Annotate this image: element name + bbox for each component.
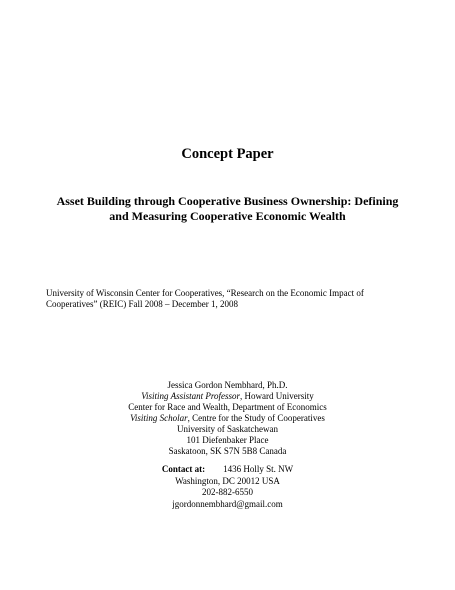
author-role-1-title: Visiting Assistant Professor bbox=[141, 391, 241, 401]
author-role-2 bbox=[0, 413, 455, 424]
project-info-line-2: Cooperatives” (REIC) Fall 2008 – December 1, 2008 bbox=[46, 299, 238, 309]
author-address-line-2: Saskatoon, SK S7N 5B8 Canada bbox=[168, 446, 287, 456]
author-role-2-org: , Centre for the Study of Cooperatives bbox=[187, 413, 325, 423]
author-role-2-title: Visiting Scholar bbox=[130, 413, 188, 423]
author-role-1-org: , Howard University bbox=[240, 391, 314, 401]
contact-street: 1436 Holly St. NW bbox=[223, 464, 294, 474]
document-type: Concept Paper bbox=[181, 146, 274, 162]
paper-title-line-1: Asset Building through Cooperative Business Ownership: Defining bbox=[56, 194, 399, 208]
project-info bbox=[46, 288, 416, 310]
contact-email: jgordonnembhard@gmail.com bbox=[172, 498, 283, 509]
author-role-1 bbox=[0, 391, 455, 402]
author-role-2-university: University of Saskatchewan bbox=[177, 424, 278, 434]
contact-phone: 202-882-6550 bbox=[202, 487, 253, 497]
contact-label: Contact at: bbox=[161, 464, 206, 474]
contact-street-line bbox=[0, 464, 455, 476]
paper-title bbox=[20, 194, 435, 224]
author-name: Jessica Gordon Nembhard, Ph.D. bbox=[167, 380, 288, 390]
author-block bbox=[0, 380, 455, 457]
author-address-line-1: 101 Diefenbaker Place bbox=[186, 435, 269, 445]
contact-city: Washington, DC 20012 USA bbox=[175, 475, 280, 486]
author-role-1-dept: Center for Race and Wealth, Department of Economics bbox=[128, 402, 327, 412]
contact-block bbox=[0, 464, 455, 510]
project-info-line-1: University of Wisconsin Center for Cooperatives, “Research on the Economic Impact of bbox=[46, 288, 364, 298]
paper-title-line-2: and Measuring Cooperative Economic Wealth bbox=[109, 209, 346, 223]
